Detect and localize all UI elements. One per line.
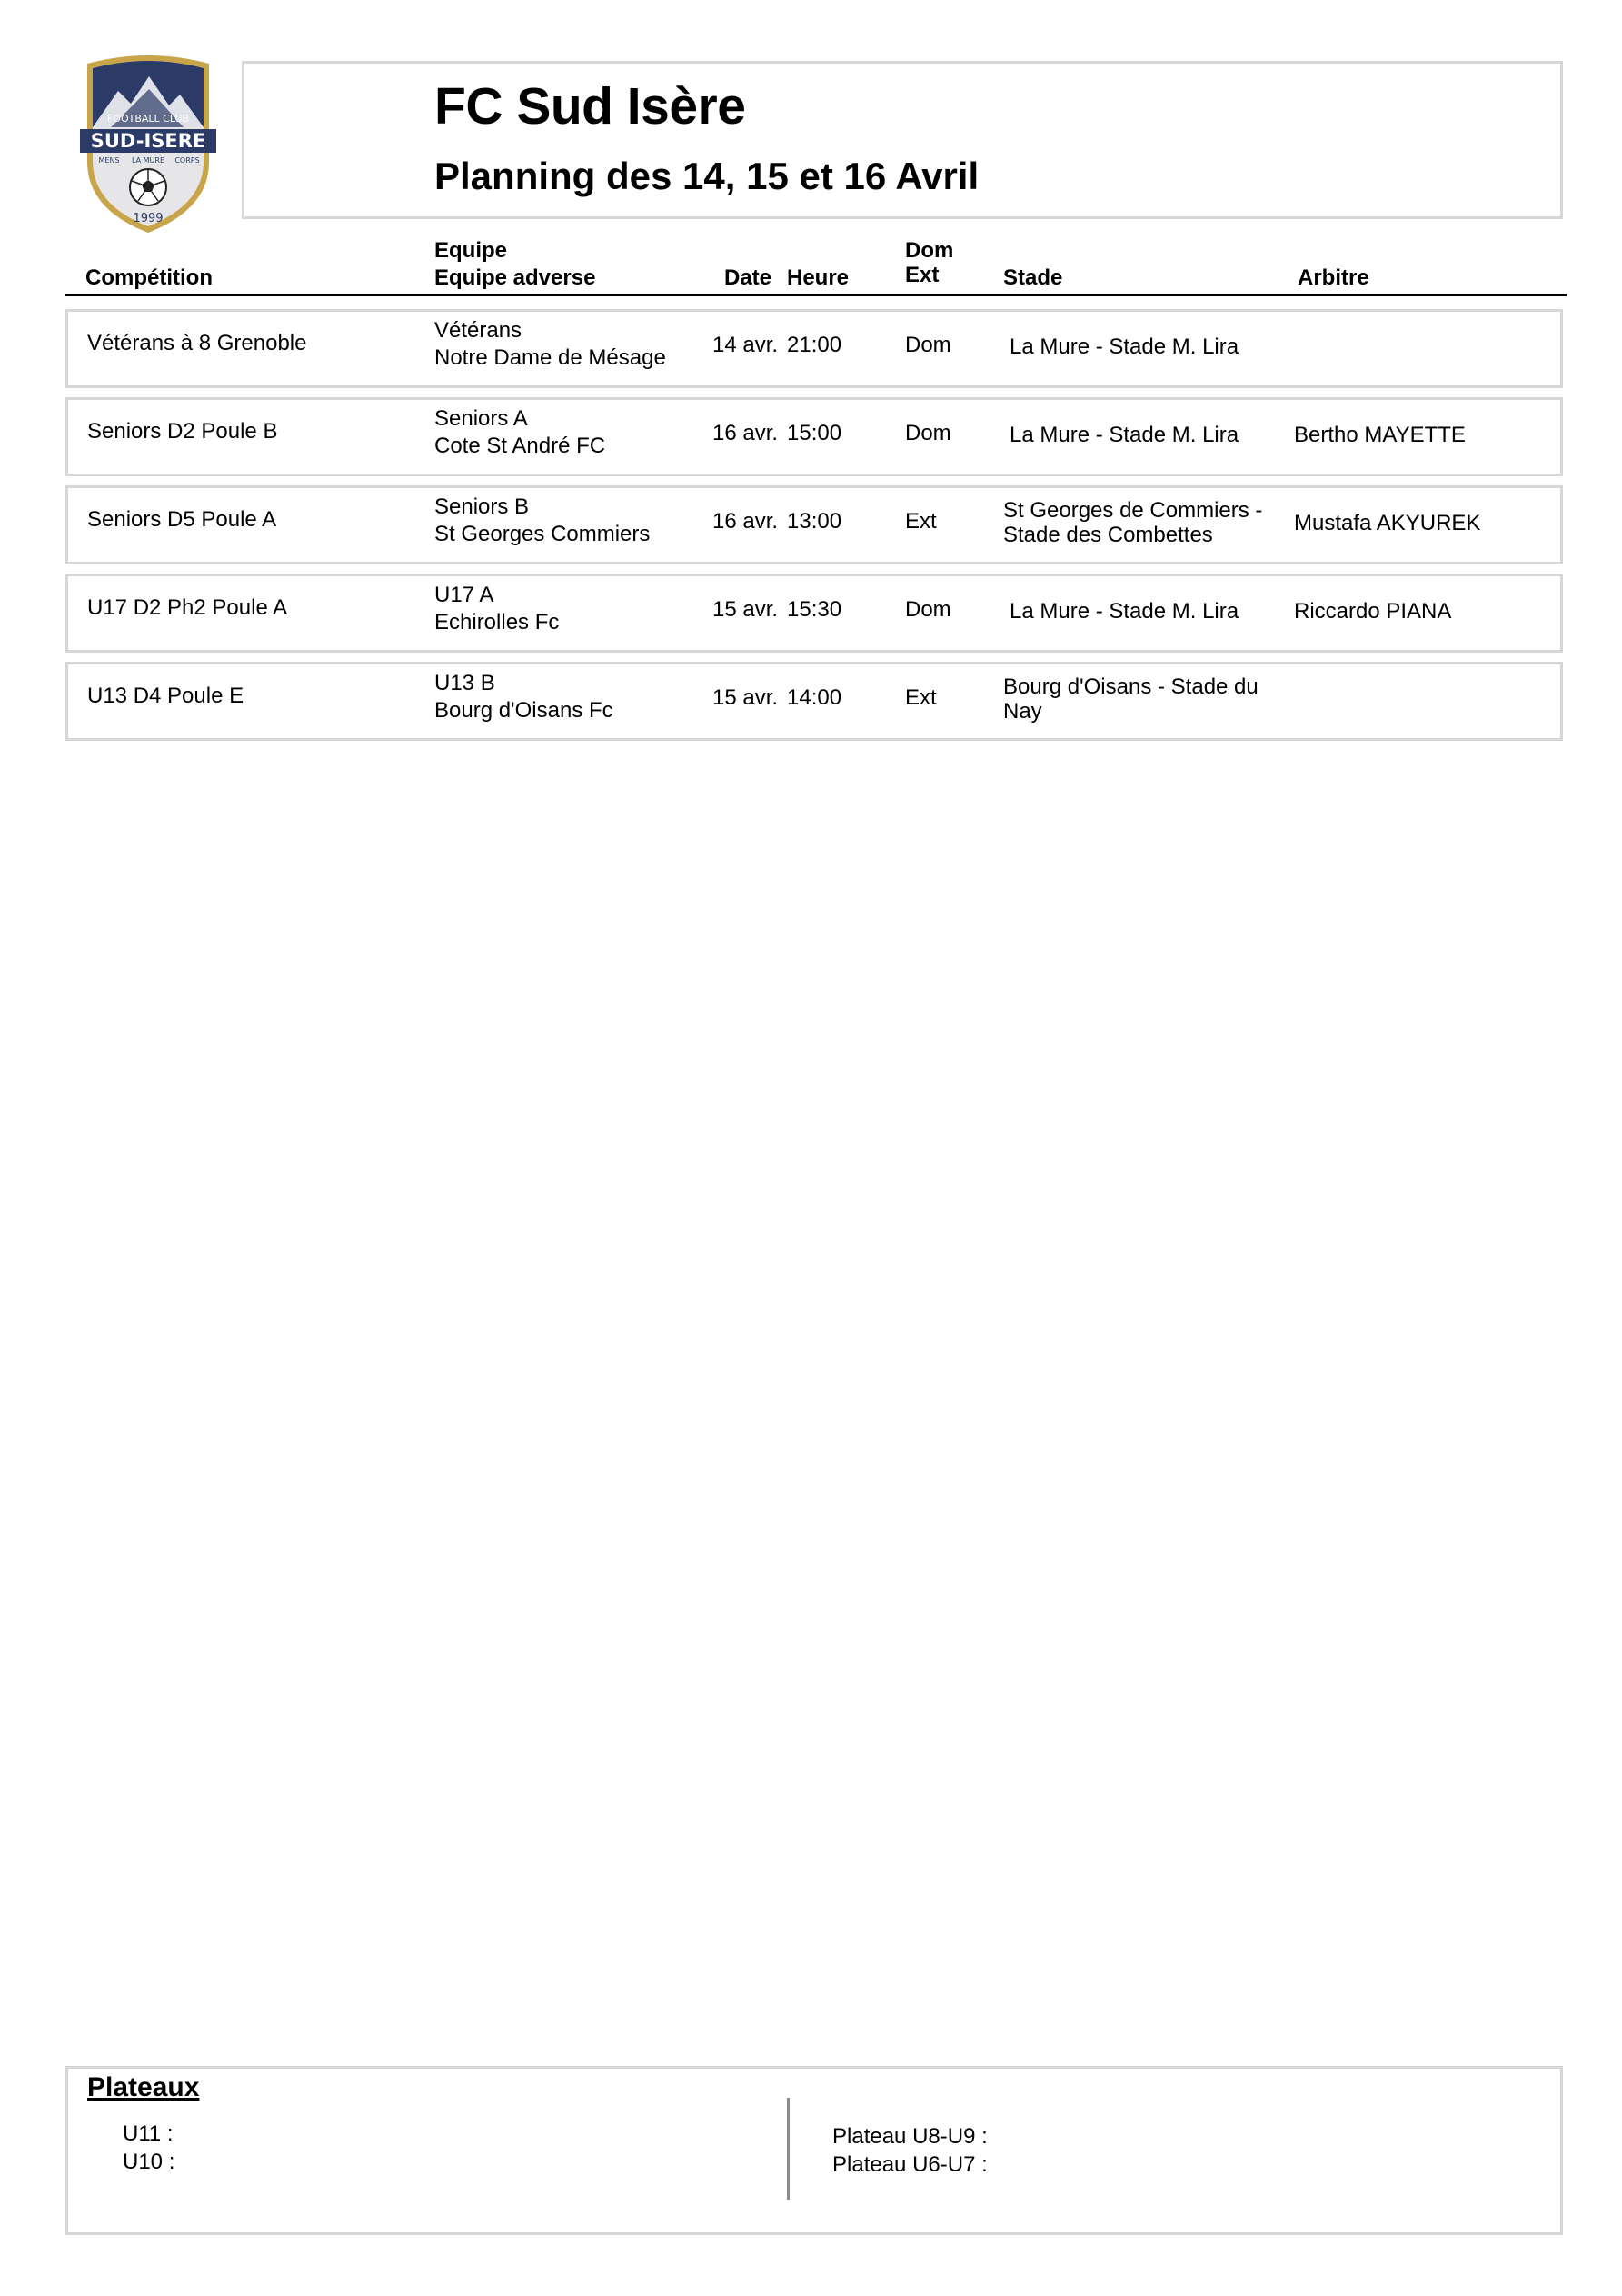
page-title: FC Sud Isère bbox=[434, 77, 746, 135]
match-date: 15 avr. bbox=[712, 685, 779, 710]
match-time: 14:00 bbox=[787, 685, 842, 710]
match-time: 21:00 bbox=[787, 333, 842, 357]
match-venue: Dom bbox=[905, 421, 951, 445]
match-date: 16 avr. bbox=[712, 509, 779, 534]
plateaux-divider bbox=[787, 2098, 790, 2200]
match-stadium-line2: Stade des Combettes bbox=[1003, 523, 1213, 547]
match-competition: Seniors D5 Poule A bbox=[87, 507, 277, 532]
match-stadium: La Mure - Stade M. Lira bbox=[1010, 423, 1239, 447]
logo-town-corps: CORPS bbox=[174, 156, 200, 165]
match-opponent: Bourg d'Oisans Fc bbox=[434, 698, 613, 723]
logo-year: 1999 bbox=[133, 212, 164, 225]
match-time: 15:30 bbox=[787, 597, 842, 622]
match-team: Seniors A bbox=[434, 406, 528, 431]
match-opponent: Notre Dame de Mésage bbox=[434, 345, 666, 370]
match-opponent: St Georges Commiers bbox=[434, 522, 651, 546]
col-header-competition: Compétition bbox=[85, 265, 213, 290]
soccer-ball-icon bbox=[130, 169, 166, 205]
match-time: 15:00 bbox=[787, 421, 842, 445]
match-referee: Bertho MAYETTE bbox=[1294, 423, 1466, 447]
col-header-referee: Arbitre bbox=[1298, 265, 1369, 290]
match-opponent: Echirolles Fc bbox=[434, 610, 560, 634]
logo-town-la-mure: LA MURE bbox=[131, 156, 165, 165]
match-referee: Riccardo PIANA bbox=[1294, 599, 1452, 624]
logo-name: SUD-ISERE bbox=[90, 130, 206, 152]
logo-top-text: FOOTBALL CLUB bbox=[106, 113, 190, 125]
match-stadium: La Mure - Stade M. Lira bbox=[1010, 599, 1239, 624]
logo-town-mens: MENS bbox=[98, 156, 120, 165]
match-team: U17 A bbox=[434, 583, 494, 607]
page-subtitle: Planning des 14, 15 et 16 Avril bbox=[434, 155, 980, 197]
match-venue: Dom bbox=[905, 333, 951, 357]
match-stadium: Bourg d'Oisans - Stade du bbox=[1003, 674, 1259, 699]
match-venue: Ext bbox=[905, 685, 937, 710]
match-competition: Vétérans à 8 Grenoble bbox=[87, 331, 307, 355]
plateau-u8-u9-label: Plateau U8-U9 : bbox=[832, 2124, 988, 2149]
col-header-stadium: Stade bbox=[1003, 265, 1063, 290]
col-header-date: Date bbox=[724, 265, 772, 290]
match-team: Seniors B bbox=[434, 494, 530, 519]
col-header-opponent: Equipe adverse bbox=[434, 265, 596, 290]
match-opponent: Cote St André FC bbox=[434, 434, 606, 458]
match-venue: Ext bbox=[905, 509, 937, 534]
club-logo bbox=[75, 53, 222, 236]
col-header-time: Heure bbox=[787, 265, 850, 290]
match-date: 14 avr. bbox=[712, 333, 779, 357]
match-stadium: St Georges de Commiers - bbox=[1003, 498, 1263, 523]
col-header-ext: Ext bbox=[905, 263, 940, 287]
header-divider bbox=[65, 294, 1567, 296]
match-team: Vétérans bbox=[434, 318, 522, 343]
match-time: 13:00 bbox=[787, 509, 842, 534]
plateau-u6-u7-label: Plateau U6-U7 : bbox=[832, 2152, 988, 2177]
match-stadium-line2: Nay bbox=[1003, 699, 1042, 724]
match-competition: U13 D4 Poule E bbox=[87, 684, 244, 708]
col-header-dom: Dom bbox=[905, 238, 954, 263]
match-team: U13 B bbox=[434, 671, 495, 695]
plateau-u11-label: U11 : bbox=[123, 2121, 174, 2146]
plateaux-box bbox=[65, 2066, 1563, 2235]
match-date: 15 avr. bbox=[712, 597, 779, 622]
plateau-u10-label: U10 : bbox=[123, 2150, 175, 2174]
plateaux-title: Plateaux bbox=[87, 2072, 200, 2102]
match-competition: Seniors D2 Poule B bbox=[87, 419, 278, 444]
match-competition: U17 D2 Ph2 Poule A bbox=[87, 595, 288, 620]
match-stadium: La Mure - Stade M. Lira bbox=[1010, 334, 1239, 359]
match-date: 16 avr. bbox=[712, 421, 779, 445]
match-venue: Dom bbox=[905, 597, 951, 622]
col-header-team: Equipe bbox=[434, 238, 508, 263]
match-referee: Mustafa AKYUREK bbox=[1294, 511, 1481, 535]
